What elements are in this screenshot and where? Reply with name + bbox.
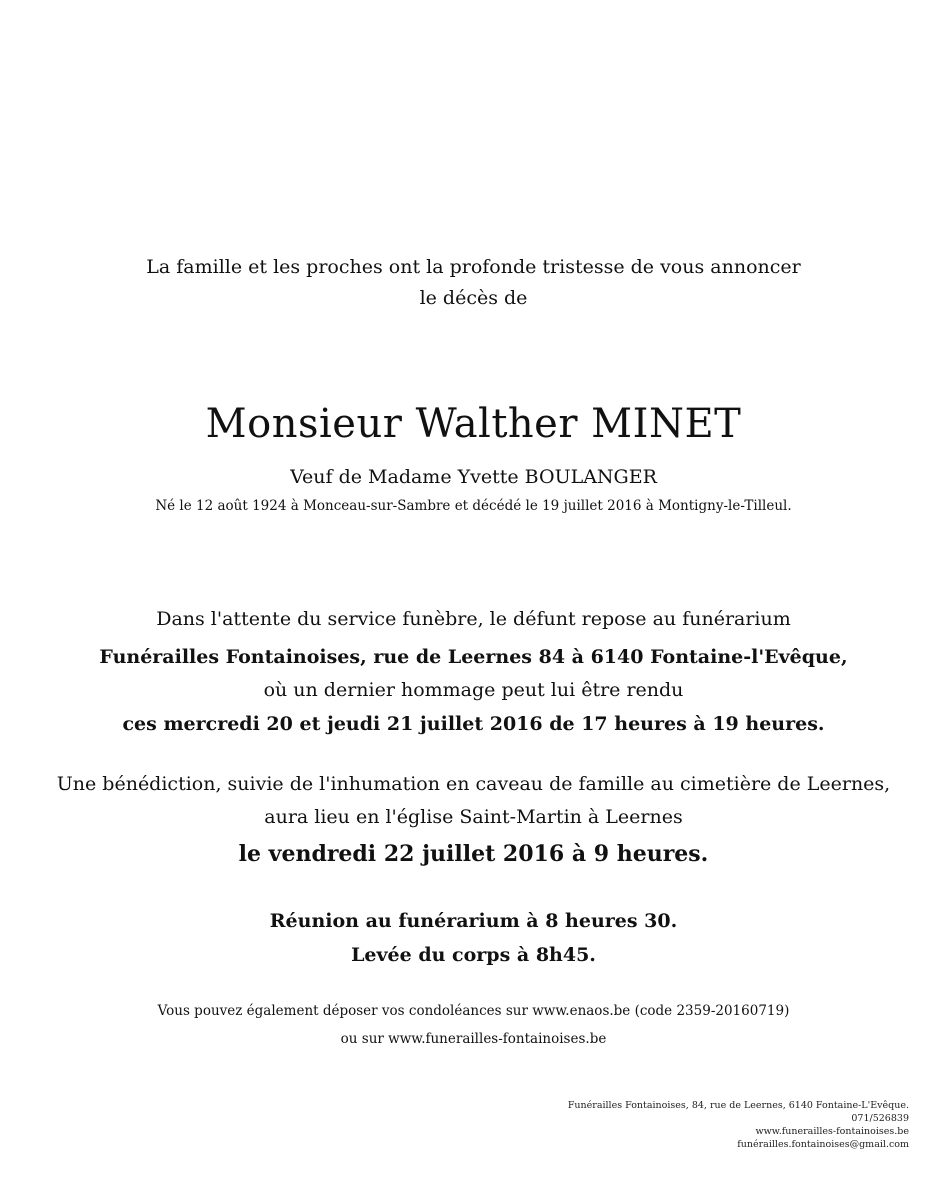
homage-line: où un dernier hommage peut lui être rendu [263,679,684,701]
levee-time: Levée du corps à 8h45. [351,944,596,966]
condolences-line-2: ou sur www.funerailles-fontainoises.be [340,1031,607,1047]
visitation-intro: Dans l'attente du service funèbre, le défunt repose au funérarium [156,608,791,630]
intro-line-1: La famille et les proches ont la profonde tristesse de vous annoncer [146,256,801,278]
footer-phone: 071/526839 [851,1113,909,1124]
ceremony-line-2: aura lieu en l'église Saint-Martin à Leernes [264,806,683,828]
footer-address: Funérailles Fontainoises, 84, rue de Leernes, 6140 Fontaine-L'Evêque. [567,1100,909,1111]
ceremony-line-1: Une bénédiction, suivie de l'inhumation en caveau de famille au cimetière de Leernes, [56,773,891,795]
deceased-name: Monsieur Walther MINET [205,401,742,447]
birth-death-line: Né le 12 août 1924 à Monceau-sur-Sambre et décédé le 19 juillet 2016 à Montigny-le-Tilleul. [155,498,792,514]
condolences-line-1: Vous pouvez également déposer vos condoléances sur www.enaos.be (code 2359-20160719) [157,1003,790,1019]
visitation-dates: ces mercredi 20 et jeudi 21 juillet 2016 de 17 heures à 19 heures. [122,713,825,735]
ceremony-date: le vendredi 22 juillet 2016 à 9 heures. [238,841,709,867]
intro-line-2: le décès de [419,287,528,309]
meeting-time: Réunion au funérarium à 8 heures 30. [269,910,678,932]
footer-email: funérailles.fontainoises@gmail.com [737,1139,909,1150]
footer-website: www.funerailles-fontainoises.be [755,1126,909,1137]
funeral-home-address: Funérailles Fontainoises, rue de Leernes 84 à 6140 Fontaine-l'Evêque, [99,646,848,668]
widow-line: Veuf de Madame Yvette BOULANGER [290,466,657,488]
